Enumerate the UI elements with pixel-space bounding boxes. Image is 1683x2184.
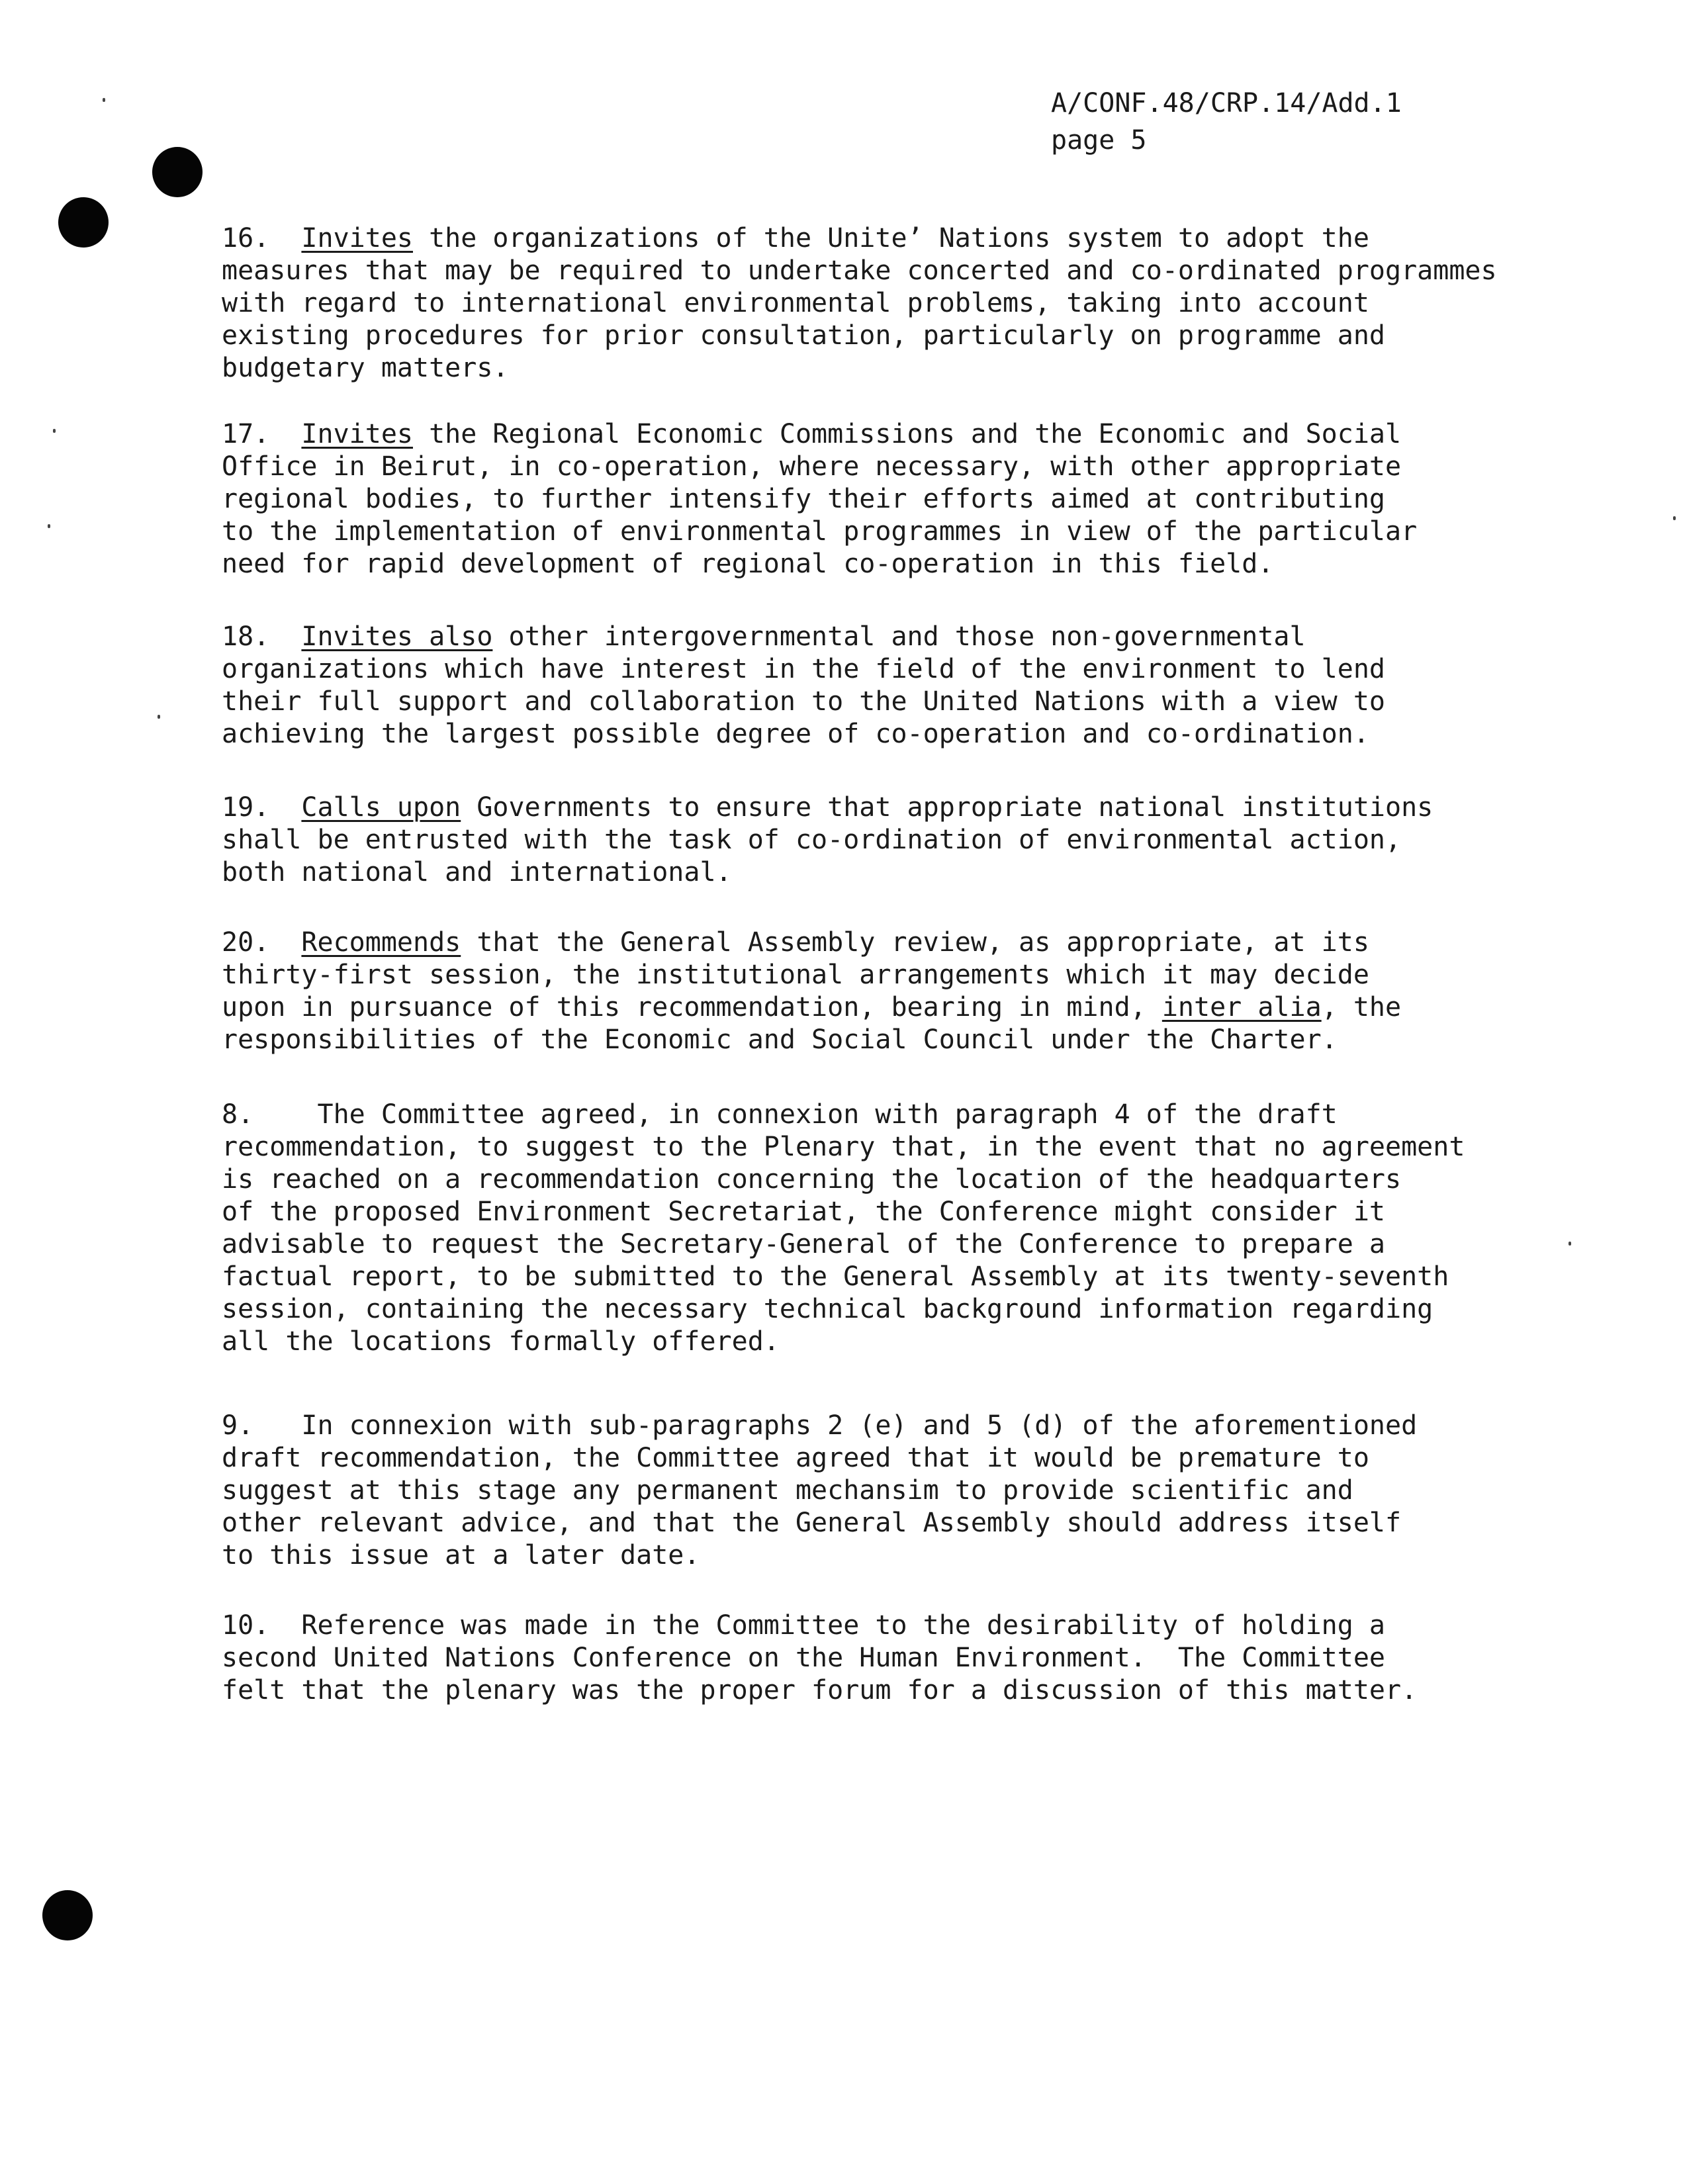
paragraph-line: other relevant advice, and that the General Assembly should address itself: [222, 1508, 1402, 1538]
paragraph-line: both national and international.: [222, 857, 732, 887]
paragraph-line: is reached on a recommendation concerning the location of the headquarters: [222, 1164, 1402, 1195]
paragraph-19: [222, 792, 1585, 889]
paragraph-text: the organizations of the Uniteʼ Nations system to adopt the: [413, 223, 1369, 253]
paragraph-number: 10.: [222, 1610, 270, 1641]
punch-hole-top: [152, 147, 203, 197]
paragraph-line: existing procedures for prior consultation, particularly on programme and: [222, 320, 1385, 351]
paragraph-first-line: [222, 1099, 1585, 1131]
paragraph-line: felt that the plenary was the proper forum for a discussion of this matter.: [222, 1675, 1418, 1706]
paragraph-number: 9.: [222, 1410, 254, 1441]
paragraph-line: suggest at this stage any permanent mechansim to provide scientific and: [222, 1475, 1353, 1506]
paragraph-17: [222, 418, 1585, 580]
operative-verb: Calls upon: [301, 792, 461, 823]
paragraph-number: 16.: [222, 223, 270, 253]
paragraph-line: achieving the largest possible degree of co-operation and co-ordination.: [222, 719, 1369, 749]
paragraph-10: [222, 1610, 1585, 1707]
paragraph-line: organizations which have interest in the field of the environment to lend: [222, 654, 1385, 684]
paragraph-line: with regard to international environmental problems, taking into account: [222, 288, 1369, 318]
paragraph-line: recommendation, to suggest to the Plenary that, in the event that no agreement: [222, 1132, 1465, 1162]
paragraph-line: [222, 991, 1585, 1024]
paragraph-line: to the implementation of environmental programmes in view of the particular: [222, 516, 1418, 547]
scan-speck: [103, 98, 105, 102]
paragraph-line: responsibilities of the Economic and Social Council under the Charter.: [222, 1024, 1338, 1055]
paragraph-text: In connexion with sub-paragraphs 2 (e) and 5 (d) of the aforementioned: [301, 1410, 1418, 1441]
paragraph-18: [222, 621, 1585, 751]
paragraph-text: The Committee agreed, in connexion with paragraph 4 of the draft: [317, 1099, 1338, 1130]
paragraph-number: 19.: [222, 792, 270, 823]
operative-verb: Recommends: [301, 927, 461, 958]
scan-speck: [1673, 516, 1676, 520]
paragraph-text: that the General Assembly review, as appropriate, at its: [461, 927, 1369, 958]
paragraph-line: all the locations formally offered.: [222, 1326, 780, 1357]
paragraph-text: Governments to ensure that appropriate national institutions: [461, 792, 1433, 823]
paragraph-first-line: [222, 1410, 1585, 1442]
paragraph-number: 18.: [222, 621, 270, 652]
paragraph-first-line: [222, 222, 1585, 255]
paragraph-number: 17.: [222, 419, 270, 449]
paragraph-line: their full support and collaboration to the United Nations with a view to: [222, 686, 1385, 717]
paragraph-text: the Regional Economic Commissions and the Economic and Social: [413, 419, 1402, 449]
operative-verb: Invites also: [301, 621, 493, 652]
paragraph-line: thirty-first session, the institutional arrangements which it may decide: [222, 960, 1369, 990]
paragraph-line: shall be entrusted with the task of co-ordination of environmental action,: [222, 825, 1402, 855]
paragraph-line: factual report, to be submitted to the General Assembly at its twenty-seventh: [222, 1261, 1449, 1292]
paragraph-8: [222, 1099, 1585, 1358]
latin-term: inter alia: [1161, 992, 1322, 1023]
paragraph-line: regional bodies, to further intensify their efforts aimed at contributing: [222, 484, 1385, 514]
paragraph-line: session, containing the necessary technical background information regarding: [222, 1294, 1433, 1324]
paragraph-line: Office in Beirut, in co-operation, where necessary, with other appropriate: [222, 451, 1402, 482]
operative-verb: Invites: [301, 223, 413, 253]
paragraph-number: 8.: [222, 1099, 254, 1130]
paragraph-16: [222, 222, 1585, 385]
paragraph-number: 20.: [222, 927, 270, 958]
scan-speck: [158, 715, 160, 719]
paragraph-first-line: [222, 792, 1585, 824]
paragraph-text: upon in pursuance of this recommendation, bearing in mind,: [222, 992, 1162, 1023]
paragraph-9: [222, 1410, 1585, 1572]
paragraph-line: to this issue at a later date.: [222, 1540, 700, 1570]
scan-speck: [53, 429, 56, 433]
punch-hole-upper-left: [58, 197, 109, 248]
paragraph-text: other intergovernmental and those non-governmental: [492, 621, 1306, 652]
document-header: [1051, 85, 1402, 159]
page-number: page 5: [1051, 125, 1147, 156]
scan-speck: [48, 524, 50, 528]
paragraph-first-line: [222, 1610, 1585, 1642]
paragraph-line: of the proposed Environment Secretariat, the Conference might consider it: [222, 1197, 1385, 1227]
paragraph-line: need for rapid development of regional co-operation in this field.: [222, 549, 1274, 579]
operative-verb: Invites: [301, 419, 413, 449]
paragraph-20: [222, 927, 1585, 1056]
paragraph-first-line: [222, 927, 1585, 959]
paragraph-line: advisable to request the Secretary-General of the Conference to prepare a: [222, 1229, 1385, 1259]
paragraph-line: budgetary matters.: [222, 353, 509, 383]
paragraph-text: , the: [1321, 992, 1402, 1023]
paragraph-line: draft recommendation, the Committee agreed that it would be premature to: [222, 1443, 1369, 1473]
document-symbol: A/CONF.48/CRP.14/Add.1: [1051, 88, 1402, 118]
paragraph-first-line: [222, 418, 1585, 451]
paragraph-line: second United Nations Conference on the Human Environment. The Committee: [222, 1643, 1385, 1673]
paragraph-text: Reference was made in the Committee to the desirability of holding a: [301, 1610, 1385, 1641]
paragraph-first-line: [222, 621, 1585, 653]
paragraph-line: measures that may be required to undertake concerted and co-ordinated programmes: [222, 255, 1497, 286]
punch-hole-bottom: [42, 1890, 93, 1940]
